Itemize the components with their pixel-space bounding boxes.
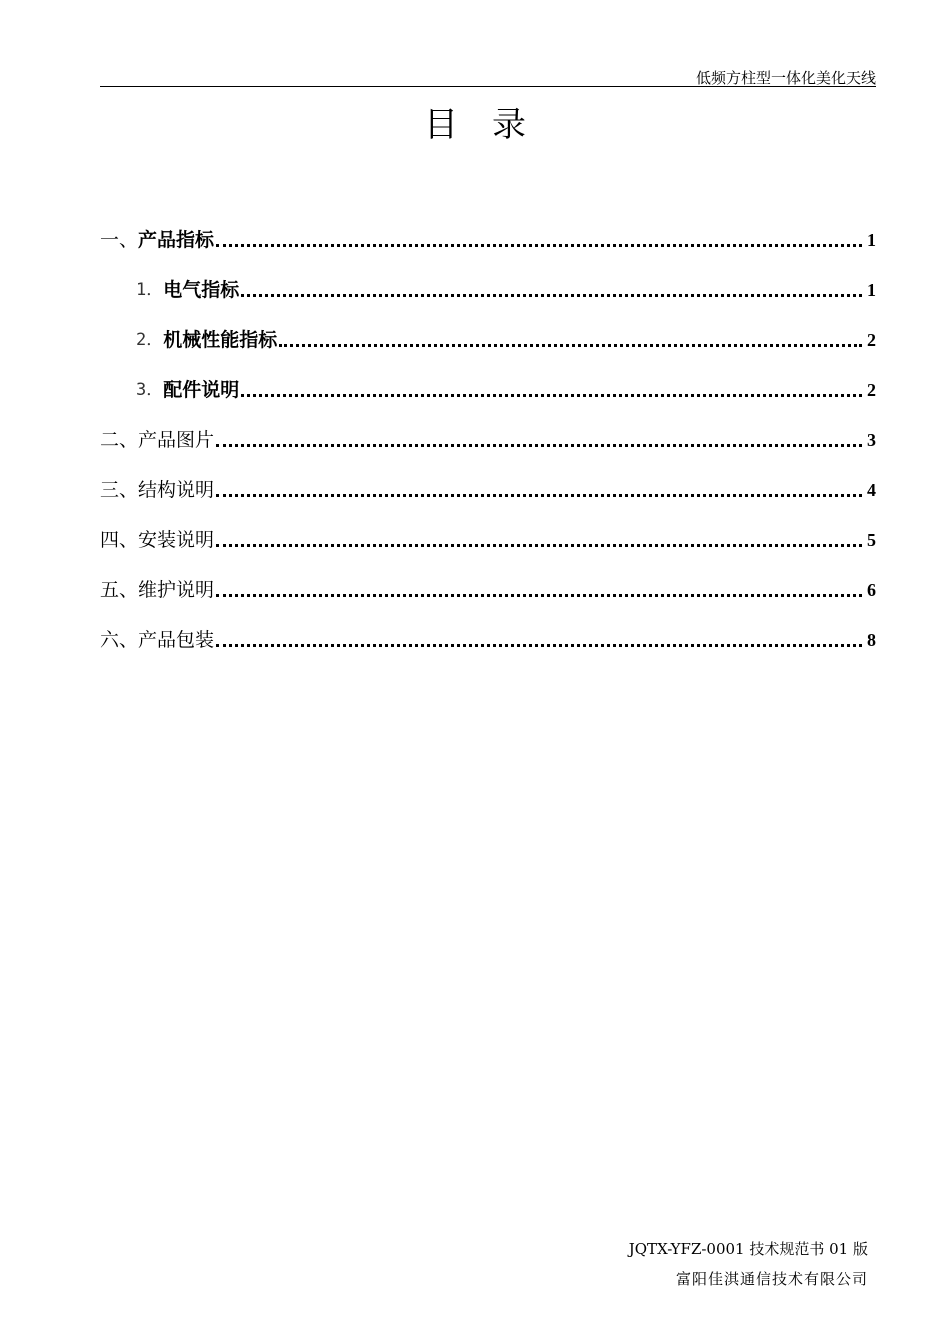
toc-entry-page: 2 [867, 330, 876, 350]
toc-entry-page: 3 [867, 430, 876, 450]
toc-entry-page: 1 [867, 230, 876, 250]
toc-entry-packaging[interactable] [100, 604, 876, 654]
toc-entry-number: 四、 [100, 529, 139, 551]
toc-leader-dots [279, 344, 862, 347]
toc-entry-installation[interactable] [100, 504, 876, 554]
toc-entry-number: 3． [136, 380, 164, 400]
header-rule [100, 86, 876, 87]
footer-document-code: JQTX-YFZ-0001 技术规范书 01 版 [628, 1240, 868, 1258]
toc-entry-label: 配件说明 [163, 379, 240, 401]
toc-entry-label: 产品指标 [138, 229, 215, 251]
toc-entry-structure[interactable] [100, 454, 876, 504]
toc-leader-dots [241, 294, 862, 297]
toc-entry-number: 二、 [100, 429, 139, 451]
toc-leader-dots [216, 644, 862, 647]
toc-entry-number: 三、 [100, 479, 139, 501]
toc-entry-label: 产品包装 [138, 629, 215, 651]
toc-entry-label: 维护说明 [138, 579, 215, 601]
footer-company-name: 富阳佳淇通信技术有限公司 [675, 1270, 868, 1288]
toc-entry-page: 8 [867, 630, 876, 650]
toc-entry-number: 一、 [100, 229, 139, 251]
toc-entry-number: 五、 [100, 579, 139, 601]
toc-entry-number: 2． [136, 330, 164, 350]
toc-entry-page: 1 [867, 280, 876, 300]
running-header: 低频方柱型一体化美化天线 [695, 69, 876, 87]
toc-title: 目录 [424, 105, 560, 145]
toc-entry-mechanical-specs[interactable] [100, 304, 876, 354]
toc-entry-page: 6 [867, 580, 876, 600]
toc-leader-dots [216, 494, 862, 497]
toc-entry-label: 机械性能指标 [163, 329, 278, 351]
toc-entry-accessories[interactable] [100, 354, 876, 404]
toc-entry-page: 5 [867, 530, 876, 550]
toc-entry-label: 结构说明 [138, 479, 215, 501]
toc-entry-number: 1． [136, 280, 164, 300]
toc-entry-maintenance[interactable] [100, 554, 876, 604]
toc-leader-dots [216, 244, 862, 247]
toc-entry-label: 产品图片 [138, 429, 215, 451]
toc-leader-dots [241, 394, 862, 397]
toc-entry-page: 4 [867, 480, 876, 500]
toc-leader-dots [216, 444, 862, 447]
table-of-contents [100, 204, 876, 654]
toc-entry-page: 2 [867, 380, 876, 400]
toc-entry-product-images[interactable] [100, 404, 876, 454]
toc-entry-label: 安装说明 [138, 529, 215, 551]
toc-entry-product-specs[interactable] [100, 204, 876, 254]
toc-entry-number: 六、 [100, 629, 139, 651]
toc-entry-label: 电气指标 [163, 279, 240, 301]
toc-leader-dots [216, 594, 862, 597]
toc-entry-electrical-specs[interactable] [100, 254, 876, 304]
toc-leader-dots [216, 544, 862, 547]
